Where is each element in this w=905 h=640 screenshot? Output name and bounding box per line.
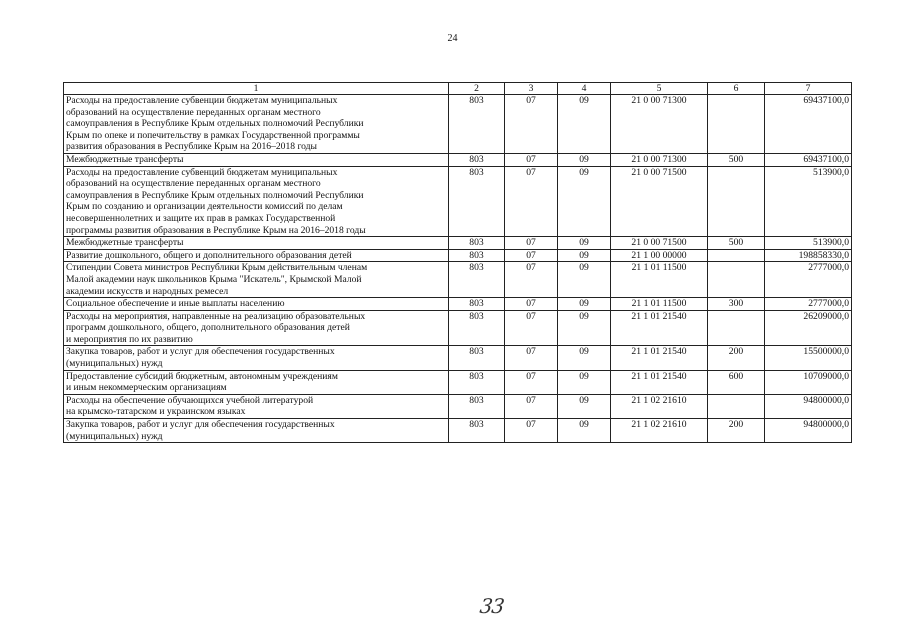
expense-type-cell <box>708 310 765 346</box>
ministry-code-cell: 803 <box>449 166 505 237</box>
row-description <box>64 249 449 262</box>
column-header: 2 <box>449 83 505 95</box>
description-line: Социальное обеспечение и иные выплаты населению <box>66 298 285 310</box>
expense-type-cell <box>708 394 765 418</box>
ministry-code-cell: 803 <box>449 346 505 370</box>
row-description <box>64 298 449 311</box>
description-line: Предоставление субсидий бюджетным, автономным учреждениям <box>66 370 338 382</box>
target-article-cell: 21 1 02 21610 <box>611 394 708 418</box>
subsection-code-cell: 09 <box>558 370 611 394</box>
target-article-cell: 21 1 01 11500 <box>611 298 708 311</box>
table-row <box>64 310 852 346</box>
description-line: программы развития образования в Республике Крым на 2016–2018 годы <box>66 224 366 236</box>
expense-type-cell <box>708 166 765 237</box>
section-code-cell: 07 <box>505 237 558 250</box>
description-line: Расходы на предоставление субвенции бюджетам муниципальных <box>66 95 338 106</box>
amount-cell: 198858330,0 <box>765 249 852 262</box>
ministry-code-cell: 803 <box>449 298 505 311</box>
description-line: академии искусств и народных ремесел <box>66 285 229 297</box>
section-code-cell: 07 <box>505 346 558 370</box>
expense-type-cell <box>708 262 765 298</box>
ministry-code-cell: 803 <box>449 95 505 154</box>
subsection-code-cell: 09 <box>558 394 611 418</box>
row-description <box>64 166 449 237</box>
ministry-code-cell: 803 <box>449 262 505 298</box>
amount-cell: 15500000,0 <box>765 346 852 370</box>
table-row <box>64 419 852 443</box>
target-article-cell: 21 0 00 71300 <box>611 153 708 166</box>
description-line: Закупка товаров, работ и услуг для обеспечения государственных <box>66 419 335 431</box>
description-line: Межбюджетные трансферты <box>66 153 184 165</box>
section-code-cell: 07 <box>505 249 558 262</box>
target-article-cell: 21 0 00 71500 <box>611 237 708 250</box>
target-article-cell: 21 1 02 21610 <box>611 419 708 443</box>
description-line: Расходы на обеспечение обучающихся учебной литературой <box>66 394 314 406</box>
table-row <box>64 153 852 166</box>
target-article-cell: 21 1 01 21540 <box>611 370 708 394</box>
table-row <box>64 262 852 298</box>
expense-type-cell: 500 <box>708 237 765 250</box>
row-description <box>64 95 449 154</box>
amount-cell: 513900,0 <box>765 166 852 237</box>
table-row <box>64 166 852 237</box>
target-article-cell: 21 1 00 00000 <box>611 249 708 262</box>
section-code-cell: 07 <box>505 153 558 166</box>
header-row <box>64 83 852 95</box>
description-line: программ дошкольного, общего, дополнительного образования детей <box>66 322 350 334</box>
target-article-cell: 21 0 00 71300 <box>611 95 708 154</box>
column-header: 7 <box>765 83 852 95</box>
amount-cell: 94800000,0 <box>765 419 852 443</box>
row-description <box>64 237 449 250</box>
expense-type-cell: 200 <box>708 419 765 443</box>
description-line: (муниципальных) нужд <box>66 358 163 370</box>
expense-type-cell <box>708 249 765 262</box>
ministry-code-cell: 803 <box>449 310 505 346</box>
row-description <box>64 394 449 418</box>
ministry-code-cell: 803 <box>449 237 505 250</box>
section-code-cell: 07 <box>505 95 558 154</box>
page-number: 24 <box>447 33 458 44</box>
section-code-cell: 07 <box>505 419 558 443</box>
column-header: 5 <box>611 83 708 95</box>
table-row <box>64 95 852 154</box>
section-code-cell: 07 <box>505 394 558 418</box>
subsection-code-cell: 09 <box>558 153 611 166</box>
column-header: 3 <box>505 83 558 95</box>
expense-type-cell <box>708 95 765 154</box>
description-line: самоуправления в Республике Крым отдельных полномочий Республики <box>66 189 364 201</box>
description-line: Крым по опеке и попечительству в рамках Государственной программы <box>66 129 360 141</box>
amount-cell: 10709000,0 <box>765 370 852 394</box>
subsection-code-cell: 09 <box>558 95 611 154</box>
target-article-cell: 21 1 01 11500 <box>611 262 708 298</box>
description-line: Расходы на мероприятия, направленные на реализацию образовательных <box>66 310 366 322</box>
amount-cell: 94800000,0 <box>765 394 852 418</box>
table-row <box>64 249 852 262</box>
expense-type-cell: 600 <box>708 370 765 394</box>
ministry-code-cell: 803 <box>449 370 505 394</box>
subsection-code-cell: 09 <box>558 298 611 311</box>
subsection-code-cell: 09 <box>558 249 611 262</box>
table-row <box>64 237 852 250</box>
subsection-code-cell: 09 <box>558 237 611 250</box>
section-code-cell: 07 <box>505 166 558 237</box>
amount-cell: 69437100,0 <box>765 95 852 154</box>
table-row <box>64 346 852 370</box>
description-line: и иным некоммерческим организациям <box>66 382 227 394</box>
subsection-code-cell: 09 <box>558 262 611 298</box>
budget-table <box>63 82 852 443</box>
subsection-code-cell: 09 <box>558 419 611 443</box>
description-line: Крым по созданию и организации деятельности комиссий по делам <box>66 201 343 213</box>
expense-type-cell: 500 <box>708 153 765 166</box>
section-code-cell: 07 <box>505 262 558 298</box>
table-row <box>64 370 852 394</box>
description-line: Стипендии Совета министров Республики Крым действительным членам <box>66 262 368 274</box>
section-code-cell: 07 <box>505 298 558 311</box>
description-line: развития образования в Республике Крым на 2016–2018 годы <box>66 141 318 153</box>
ministry-code-cell: 803 <box>449 394 505 418</box>
table-row <box>64 394 852 418</box>
description-line: Расходы на предоставление субвенций бюджетам муниципальных <box>66 166 338 178</box>
column-header: 1 <box>64 83 449 95</box>
amount-cell: 69437100,0 <box>765 153 852 166</box>
description-line: образований на осуществление переданных органам местного <box>66 178 321 190</box>
section-code-cell: 07 <box>505 310 558 346</box>
row-description <box>64 346 449 370</box>
section-code-cell: 07 <box>505 370 558 394</box>
ministry-code-cell: 803 <box>449 419 505 443</box>
amount-cell: 513900,0 <box>765 237 852 250</box>
description-line: на крымско-татарском и украинском языках <box>66 406 246 418</box>
row-description <box>64 370 449 394</box>
amount-cell: 2777000,0 <box>765 262 852 298</box>
expense-type-cell: 300 <box>708 298 765 311</box>
row-description <box>64 262 449 298</box>
column-header: 6 <box>708 83 765 95</box>
description-line: самоуправления в Республике Крым отдельных полномочий Республики <box>66 118 364 130</box>
description-line: несовершеннолетних и защите их прав в рамках Государственной <box>66 212 336 224</box>
description-line: Закупка товаров, работ и услуг для обеспечения государственных <box>66 346 335 358</box>
budget-table-body <box>64 95 852 443</box>
target-article-cell: 21 0 00 71500 <box>611 166 708 237</box>
description-line: (муниципальных) нужд <box>66 430 163 442</box>
row-description <box>64 419 449 443</box>
target-article-cell: 21 1 01 21540 <box>611 310 708 346</box>
target-article-cell: 21 1 01 21540 <box>611 346 708 370</box>
description-line: и мероприятия по их развитию <box>66 333 193 345</box>
row-description <box>64 153 449 166</box>
description-line: Малой академии наук школьников Крыма "Искатель", Крымской Малой <box>66 273 362 285</box>
subsection-code-cell: 09 <box>558 166 611 237</box>
row-description <box>64 310 449 346</box>
expense-type-cell: 200 <box>708 346 765 370</box>
ministry-code-cell: 803 <box>449 153 505 166</box>
ministry-code-cell: 803 <box>449 249 505 262</box>
description-line: Межбюджетные трансферты <box>66 237 184 249</box>
column-header: 4 <box>558 83 611 95</box>
amount-cell: 26209000,0 <box>765 310 852 346</box>
amount-cell: 2777000,0 <box>765 298 852 311</box>
description-line: Развитие дошкольного, общего и дополнительного образования детей <box>66 249 352 261</box>
table-row <box>64 298 852 311</box>
description-line: образований на осуществление переданных органам местного <box>66 106 321 118</box>
subsection-code-cell: 09 <box>558 346 611 370</box>
handwritten-page-mark: 33 <box>478 594 506 618</box>
subsection-code-cell: 09 <box>558 310 611 346</box>
